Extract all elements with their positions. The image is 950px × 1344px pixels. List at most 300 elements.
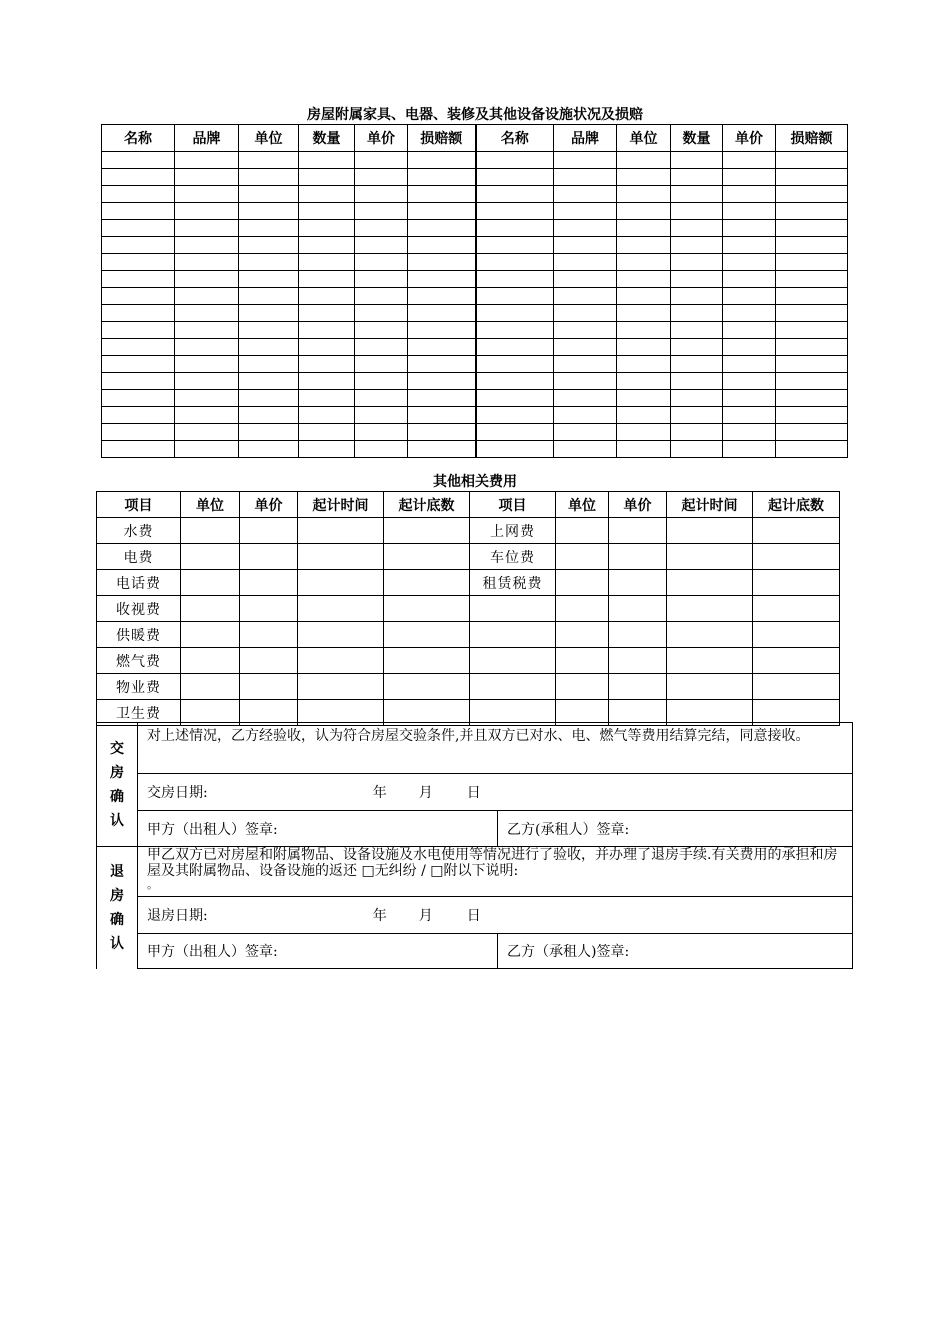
furniture-cell[interactable] <box>776 169 848 186</box>
furniture-cell[interactable] <box>102 169 175 186</box>
furniture-cell[interactable] <box>408 220 476 237</box>
furniture-cell[interactable] <box>299 322 355 339</box>
furniture-cell[interactable] <box>776 322 848 339</box>
furniture-cell[interactable] <box>239 169 299 186</box>
furniture-cell[interactable] <box>408 322 476 339</box>
furniture-cell[interactable] <box>554 271 617 288</box>
furniture-row <box>102 373 848 390</box>
furniture-cell[interactable] <box>671 407 723 424</box>
furniture-cell[interactable] <box>102 424 175 441</box>
furniture-cell[interactable] <box>102 152 175 169</box>
fee-cell[interactable] <box>298 544 384 570</box>
fee-cell[interactable] <box>667 518 753 544</box>
furniture-cell[interactable] <box>671 186 723 203</box>
furniture-cell[interactable] <box>408 237 476 254</box>
furniture-cell[interactable] <box>408 288 476 305</box>
furniture-cell[interactable] <box>776 373 848 390</box>
furniture-cell[interactable] <box>723 169 776 186</box>
furniture-cell[interactable] <box>355 424 408 441</box>
furniture-cell[interactable] <box>355 390 408 407</box>
fee-cell[interactable] <box>609 596 667 622</box>
fee-cell[interactable] <box>298 570 384 596</box>
fee-cell[interactable] <box>556 518 609 544</box>
furniture-cell[interactable] <box>776 390 848 407</box>
furniture-cell[interactable] <box>476 169 554 186</box>
fees-table <box>96 491 840 726</box>
furniture-row <box>102 407 848 424</box>
furniture-cell[interactable] <box>408 407 476 424</box>
furniture-cell[interactable] <box>239 152 299 169</box>
furniture-cell[interactable] <box>723 424 776 441</box>
fees-header-cell: 起计时间 <box>298 492 384 518</box>
fee-cell[interactable] <box>181 674 240 700</box>
furniture-cell[interactable] <box>299 424 355 441</box>
fee-cell[interactable] <box>667 648 753 674</box>
handover-party-b-signature[interactable]: 乙方(承租人）签章: <box>498 811 853 847</box>
furniture-cell[interactable] <box>554 441 617 458</box>
furniture-cell[interactable] <box>102 322 175 339</box>
furniture-cell[interactable] <box>239 407 299 424</box>
furniture-cell[interactable] <box>355 152 408 169</box>
furniture-cell[interactable] <box>102 390 175 407</box>
furniture-cell[interactable] <box>355 203 408 220</box>
furniture-cell[interactable] <box>723 305 776 322</box>
fee-cell[interactable] <box>556 622 609 648</box>
fee-cell[interactable] <box>667 674 753 700</box>
furniture-cell[interactable] <box>554 288 617 305</box>
furniture-header-cell: 数量 <box>671 125 723 152</box>
furniture-cell[interactable] <box>355 407 408 424</box>
furniture-cell[interactable] <box>671 441 723 458</box>
furniture-cell[interactable] <box>554 152 617 169</box>
furniture-cell[interactable] <box>239 356 299 373</box>
furniture-cell[interactable] <box>408 186 476 203</box>
furniture-cell[interactable] <box>554 322 617 339</box>
furniture-cell[interactable] <box>476 373 554 390</box>
furniture-cell[interactable] <box>175 288 239 305</box>
furniture-cell[interactable] <box>476 424 554 441</box>
furniture-cell[interactable] <box>617 254 671 271</box>
furniture-cell[interactable] <box>617 373 671 390</box>
handover-date-label: 交房日期: <box>147 785 208 801</box>
furniture-cell[interactable] <box>239 441 299 458</box>
furniture-cell[interactable] <box>408 271 476 288</box>
fee-cell[interactable] <box>470 674 556 700</box>
furniture-cell[interactable] <box>408 424 476 441</box>
furniture-cell[interactable] <box>239 424 299 441</box>
fee-cell[interactable] <box>753 648 840 674</box>
furniture-cell[interactable] <box>776 339 848 356</box>
furniture-cell[interactable] <box>671 203 723 220</box>
furniture-cell[interactable] <box>671 152 723 169</box>
furniture-cell[interactable] <box>102 220 175 237</box>
furniture-cell[interactable] <box>299 271 355 288</box>
furniture-cell[interactable] <box>723 220 776 237</box>
furniture-cell[interactable] <box>671 390 723 407</box>
furniture-cell[interactable] <box>554 220 617 237</box>
furniture-cell[interactable] <box>617 356 671 373</box>
furniture-cell[interactable] <box>723 441 776 458</box>
fee-cell[interactable] <box>240 596 298 622</box>
fee-cell[interactable] <box>609 518 667 544</box>
fee-cell[interactable] <box>667 596 753 622</box>
furniture-cell[interactable] <box>476 186 554 203</box>
furniture-cell[interactable] <box>671 322 723 339</box>
fee-cell[interactable] <box>609 674 667 700</box>
furniture-cell[interactable] <box>102 305 175 322</box>
furniture-cell[interactable] <box>299 373 355 390</box>
furniture-cell[interactable] <box>723 186 776 203</box>
furniture-cell[interactable] <box>102 237 175 254</box>
fee-cell[interactable] <box>298 622 384 648</box>
furniture-cell[interactable] <box>617 390 671 407</box>
furniture-cell[interactable] <box>175 169 239 186</box>
furniture-cell[interactable] <box>476 322 554 339</box>
fee-cell[interactable] <box>470 648 556 674</box>
furniture-cell[interactable] <box>299 339 355 356</box>
fee-cell[interactable] <box>384 518 470 544</box>
furniture-cell[interactable] <box>617 220 671 237</box>
furniture-cell[interactable] <box>355 186 408 203</box>
furniture-cell[interactable] <box>776 407 848 424</box>
fee-cell[interactable] <box>181 518 240 544</box>
furniture-cell[interactable] <box>671 237 723 254</box>
furniture-cell[interactable] <box>671 339 723 356</box>
checkout-side-label: 退 房 确 认 <box>97 847 138 969</box>
furniture-cell[interactable] <box>776 186 848 203</box>
furniture-cell[interactable] <box>671 305 723 322</box>
furniture-cell[interactable] <box>408 373 476 390</box>
furniture-cell[interactable] <box>776 288 848 305</box>
furniture-cell[interactable] <box>671 373 723 390</box>
furniture-cell[interactable] <box>239 220 299 237</box>
furniture-cell[interactable] <box>299 169 355 186</box>
furniture-cell[interactable] <box>476 152 554 169</box>
furniture-cell[interactable] <box>175 322 239 339</box>
furniture-cell[interactable] <box>175 237 239 254</box>
fee-cell[interactable] <box>470 622 556 648</box>
fee-cell[interactable] <box>556 544 609 570</box>
checkout-date-label: 退房日期: <box>147 908 208 924</box>
furniture-cell[interactable] <box>671 220 723 237</box>
fee-item-label: 电费 <box>97 544 181 570</box>
furniture-cell[interactable] <box>299 152 355 169</box>
furniture-cell[interactable] <box>408 356 476 373</box>
fee-cell[interactable] <box>181 622 240 648</box>
furniture-cell[interactable] <box>476 254 554 271</box>
fee-cell[interactable] <box>181 544 240 570</box>
fee-cell[interactable] <box>609 544 667 570</box>
fee-item-label: 卫生费 <box>97 700 181 726</box>
furniture-cell[interactable] <box>617 441 671 458</box>
fee-cell[interactable] <box>667 544 753 570</box>
furniture-cell[interactable] <box>175 305 239 322</box>
fee-cell[interactable] <box>556 674 609 700</box>
furniture-cell[interactable] <box>355 305 408 322</box>
furniture-cell[interactable] <box>776 203 848 220</box>
furniture-cell[interactable] <box>175 339 239 356</box>
furniture-cell[interactable] <box>723 203 776 220</box>
furniture-cell[interactable] <box>776 424 848 441</box>
fee-cell[interactable] <box>384 570 470 596</box>
furniture-cell[interactable] <box>102 356 175 373</box>
fee-cell[interactable] <box>609 648 667 674</box>
furniture-cell[interactable] <box>671 169 723 186</box>
furniture-cell[interactable] <box>617 169 671 186</box>
furniture-cell[interactable] <box>102 203 175 220</box>
fees-header-cell: 起计时间 <box>667 492 753 518</box>
furniture-cell[interactable] <box>299 356 355 373</box>
furniture-cell[interactable] <box>554 186 617 203</box>
fee-cell[interactable] <box>181 596 240 622</box>
furniture-row <box>102 169 848 186</box>
furniture-cell[interactable] <box>476 356 554 373</box>
furniture-cell[interactable] <box>175 254 239 271</box>
furniture-cell[interactable] <box>355 339 408 356</box>
furniture-cell[interactable] <box>299 407 355 424</box>
furniture-cell[interactable] <box>723 237 776 254</box>
furniture-cell[interactable] <box>723 407 776 424</box>
furniture-cell[interactable] <box>776 220 848 237</box>
checkout-statement: 甲乙双方已对房屋和附属物品、设备设施及水电使用等情况进行了验收，并办理了退房手续.有关费用的承担和房屋及其附属物品、设备设施的返还 □无纠纷 / □附以下说明: 。 <box>138 847 853 897</box>
furniture-cell[interactable] <box>102 407 175 424</box>
furniture-cell[interactable] <box>408 203 476 220</box>
fee-cell[interactable] <box>753 622 840 648</box>
furniture-cell[interactable] <box>299 305 355 322</box>
fee-cell[interactable] <box>753 544 840 570</box>
furniture-cell[interactable] <box>671 424 723 441</box>
furniture-cell[interactable] <box>723 288 776 305</box>
furniture-cell[interactable] <box>299 203 355 220</box>
furniture-cell[interactable] <box>355 373 408 390</box>
fee-item-label: 水费 <box>97 518 181 544</box>
furniture-cell[interactable] <box>299 254 355 271</box>
furniture-cell[interactable] <box>776 305 848 322</box>
furniture-cell[interactable] <box>476 271 554 288</box>
furniture-cell[interactable] <box>175 203 239 220</box>
fee-cell[interactable] <box>240 570 298 596</box>
handover-party-a-signature[interactable]: 甲方（出租人）签章: <box>138 811 498 847</box>
furniture-cell[interactable] <box>617 322 671 339</box>
furniture-cell[interactable] <box>554 339 617 356</box>
furniture-cell[interactable] <box>554 373 617 390</box>
furniture-cell[interactable] <box>476 220 554 237</box>
furniture-cell[interactable] <box>554 305 617 322</box>
furniture-cell[interactable] <box>617 424 671 441</box>
checkout-party-a-signature[interactable]: 甲方（出租人）签章: <box>138 934 498 969</box>
fee-cell[interactable] <box>556 570 609 596</box>
fee-cell[interactable] <box>240 648 298 674</box>
furniture-cell[interactable] <box>102 339 175 356</box>
furniture-cell[interactable] <box>554 390 617 407</box>
fee-cell[interactable] <box>609 570 667 596</box>
checkout-date-row[interactable]: 退房日期: 年 月 日 <box>138 897 853 934</box>
checkout-party-b-signature[interactable]: 乙方（承租人)签章: <box>498 934 853 969</box>
furniture-cell[interactable] <box>723 152 776 169</box>
furniture-cell[interactable] <box>671 254 723 271</box>
furniture-cell[interactable] <box>239 203 299 220</box>
furniture-cell[interactable] <box>102 373 175 390</box>
fees-row <box>97 622 840 648</box>
furniture-cell[interactable] <box>355 441 408 458</box>
fee-cell[interactable] <box>753 518 840 544</box>
furniture-cell[interactable] <box>299 220 355 237</box>
furniture-cell[interactable] <box>554 254 617 271</box>
furniture-cell[interactable] <box>408 152 476 169</box>
fee-cell[interactable] <box>298 674 384 700</box>
furniture-cell[interactable] <box>671 288 723 305</box>
furniture-cell[interactable] <box>554 203 617 220</box>
furniture-cell[interactable] <box>355 237 408 254</box>
furniture-cell[interactable] <box>299 288 355 305</box>
furniture-cell[interactable] <box>355 169 408 186</box>
furniture-cell[interactable] <box>671 271 723 288</box>
furniture-cell[interactable] <box>554 237 617 254</box>
furniture-cell[interactable] <box>617 271 671 288</box>
fee-cell[interactable] <box>240 674 298 700</box>
fee-cell[interactable] <box>384 674 470 700</box>
furniture-cell[interactable] <box>476 407 554 424</box>
furniture-cell[interactable] <box>239 186 299 203</box>
furniture-cell[interactable] <box>723 271 776 288</box>
furniture-cell[interactable] <box>476 288 554 305</box>
furniture-cell[interactable] <box>239 339 299 356</box>
furniture-cell[interactable] <box>102 441 175 458</box>
fee-cell[interactable] <box>240 518 298 544</box>
furniture-row <box>102 441 848 458</box>
furniture-cell[interactable] <box>175 271 239 288</box>
furniture-cell[interactable] <box>723 390 776 407</box>
furniture-cell[interactable] <box>554 169 617 186</box>
furniture-cell[interactable] <box>175 220 239 237</box>
furniture-cell[interactable] <box>175 152 239 169</box>
furniture-cell[interactable] <box>723 356 776 373</box>
fee-cell[interactable] <box>753 570 840 596</box>
furniture-cell[interactable] <box>408 339 476 356</box>
furniture-cell[interactable] <box>102 288 175 305</box>
furniture-cell[interactable] <box>723 254 776 271</box>
furniture-cell[interactable] <box>175 390 239 407</box>
furniture-cell[interactable] <box>102 271 175 288</box>
fee-cell[interactable] <box>556 648 609 674</box>
furniture-cell[interactable] <box>776 254 848 271</box>
fee-cell[interactable] <box>181 570 240 596</box>
furniture-cell[interactable] <box>102 186 175 203</box>
furniture-cell[interactable] <box>671 356 723 373</box>
furniture-cell[interactable] <box>776 356 848 373</box>
fee-cell[interactable] <box>240 544 298 570</box>
furniture-cell[interactable] <box>299 390 355 407</box>
furniture-cell[interactable] <box>723 339 776 356</box>
furniture-cell[interactable] <box>355 254 408 271</box>
furniture-cell[interactable] <box>554 407 617 424</box>
furniture-cell[interactable] <box>617 288 671 305</box>
furniture-cell[interactable] <box>776 237 848 254</box>
furniture-cell[interactable] <box>175 356 239 373</box>
fee-cell[interactable] <box>298 596 384 622</box>
fee-cell[interactable] <box>298 648 384 674</box>
furniture-cell[interactable] <box>617 237 671 254</box>
fee-cell[interactable] <box>240 622 298 648</box>
furniture-cell[interactable] <box>175 407 239 424</box>
furniture-cell[interactable] <box>355 322 408 339</box>
furniture-cell[interactable] <box>476 339 554 356</box>
furniture-cell[interactable] <box>723 373 776 390</box>
furniture-cell[interactable] <box>239 373 299 390</box>
furniture-cell[interactable] <box>355 271 408 288</box>
furniture-cell[interactable] <box>239 390 299 407</box>
furniture-cell[interactable] <box>355 220 408 237</box>
fee-cell[interactable] <box>181 648 240 674</box>
furniture-cell[interactable] <box>617 152 671 169</box>
furniture-cell[interactable] <box>408 390 476 407</box>
fee-cell[interactable] <box>753 596 840 622</box>
furniture-cell[interactable] <box>476 203 554 220</box>
furniture-cell[interactable] <box>239 271 299 288</box>
furniture-cell[interactable] <box>175 186 239 203</box>
furniture-cell[interactable] <box>408 305 476 322</box>
furniture-cell[interactable] <box>239 322 299 339</box>
furniture-cell[interactable] <box>723 322 776 339</box>
furniture-cell[interactable] <box>239 305 299 322</box>
furniture-cell[interactable] <box>617 339 671 356</box>
furniture-cell[interactable] <box>617 186 671 203</box>
furniture-cell[interactable] <box>476 305 554 322</box>
furniture-cell[interactable] <box>408 254 476 271</box>
furniture-cell[interactable] <box>476 441 554 458</box>
furniture-cell[interactable] <box>239 288 299 305</box>
furniture-cell[interactable] <box>776 152 848 169</box>
fee-cell[interactable] <box>384 622 470 648</box>
furniture-cell[interactable] <box>617 203 671 220</box>
furniture-cell[interactable] <box>175 441 239 458</box>
furniture-cell[interactable] <box>175 373 239 390</box>
furniture-cell[interactable] <box>299 186 355 203</box>
furniture-cell[interactable] <box>299 237 355 254</box>
furniture-cell[interactable] <box>776 271 848 288</box>
furniture-cell[interactable] <box>776 441 848 458</box>
fee-cell[interactable] <box>384 544 470 570</box>
furniture-cell[interactable] <box>299 441 355 458</box>
furniture-cell[interactable] <box>617 305 671 322</box>
handover-date-row[interactable]: 交房日期: 年 月 日 <box>138 774 853 811</box>
furniture-cell[interactable] <box>476 237 554 254</box>
furniture-cell[interactable] <box>239 254 299 271</box>
fee-cell[interactable] <box>470 596 556 622</box>
furniture-row <box>102 339 848 356</box>
furniture-cell[interactable] <box>239 237 299 254</box>
fee-cell[interactable] <box>753 674 840 700</box>
fee-cell[interactable] <box>384 648 470 674</box>
furniture-cell[interactable] <box>554 424 617 441</box>
furniture-cell[interactable] <box>408 441 476 458</box>
furniture-cell[interactable] <box>355 288 408 305</box>
fee-cell[interactable] <box>667 622 753 648</box>
furniture-row <box>102 186 848 203</box>
furniture-cell[interactable] <box>102 254 175 271</box>
furniture-cell[interactable] <box>554 356 617 373</box>
fee-cell[interactable] <box>609 622 667 648</box>
furniture-cell[interactable] <box>408 169 476 186</box>
fee-cell[interactable] <box>556 596 609 622</box>
fee-cell[interactable] <box>667 570 753 596</box>
fee-cell[interactable] <box>298 518 384 544</box>
furniture-cell[interactable] <box>355 356 408 373</box>
furniture-cell[interactable] <box>617 407 671 424</box>
furniture-cell[interactable] <box>175 424 239 441</box>
fee-cell[interactable] <box>384 596 470 622</box>
furniture-cell[interactable] <box>476 390 554 407</box>
